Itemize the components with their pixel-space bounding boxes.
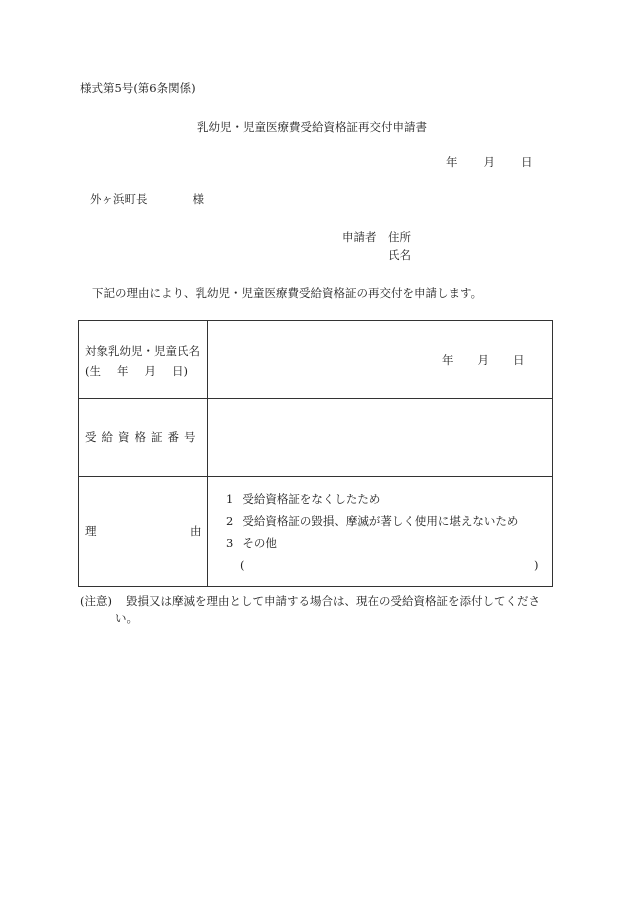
- application-table: [78, 320, 553, 587]
- applicant-label: 申請者: [342, 230, 377, 244]
- other-reason-paren-close: ): [534, 558, 539, 572]
- certificate-number-value-cell[interactable]: [208, 399, 553, 477]
- reason-label-cell: [79, 477, 208, 587]
- reason-option-3[interactable]: 3 その他: [226, 536, 277, 550]
- table-row-certificate-number: [79, 399, 553, 477]
- certificate-number-label: 受 給 資 格 証 番 号: [85, 430, 196, 444]
- note-line-1: 毀損又は摩滅を理由として申請する場合は、現在の受給資格証を添付してくださ: [126, 594, 540, 608]
- note-line-2: い。: [115, 611, 138, 625]
- date-day: 日: [521, 155, 533, 169]
- date-line: [446, 157, 533, 169]
- other-reason-field[interactable]: [250, 557, 530, 573]
- target-child-label: 対象乳幼児・児童氏名: [85, 344, 200, 358]
- note-label: (注意): [80, 594, 112, 608]
- table-row-reason: [79, 477, 553, 587]
- reason-option-1[interactable]: 1 受給資格証をなくしたため: [226, 492, 381, 506]
- addressee-name: 外ヶ浜町長: [90, 192, 148, 206]
- birth-date-field: 年 月 日: [442, 353, 525, 367]
- form-number: 様式第5号(第6条関係): [80, 81, 196, 95]
- birth-date-label: (生 年 月 日): [85, 364, 188, 378]
- date-year: 年: [446, 155, 458, 169]
- addressee: [90, 194, 204, 206]
- other-reason-paren-open: (: [240, 558, 245, 572]
- reason-label-right: 由: [190, 524, 202, 538]
- intro-text: 下記の理由により、乳幼児・児童医療費受給資格証の再交付を申請します。: [92, 286, 483, 300]
- addressee-honorific: 様: [192, 192, 204, 206]
- date-month: 月: [483, 155, 495, 169]
- applicant-name-label: 氏名: [388, 248, 411, 262]
- applicant-address-label: 住所: [388, 230, 411, 244]
- table-row-target-child: [79, 321, 553, 399]
- reason-label-left: 理: [85, 524, 97, 538]
- target-child-label-cell: [79, 321, 208, 399]
- reason-options-cell: [208, 477, 553, 587]
- document-title: 乳幼児・児童医療費受給資格証再交付申請書: [197, 120, 427, 134]
- certificate-number-label-cell: [79, 399, 208, 477]
- target-child-value-cell[interactable]: [208, 321, 553, 399]
- reason-option-2[interactable]: 2 受給資格証の毀損、摩滅が著しく使用に堪えないため: [226, 514, 519, 528]
